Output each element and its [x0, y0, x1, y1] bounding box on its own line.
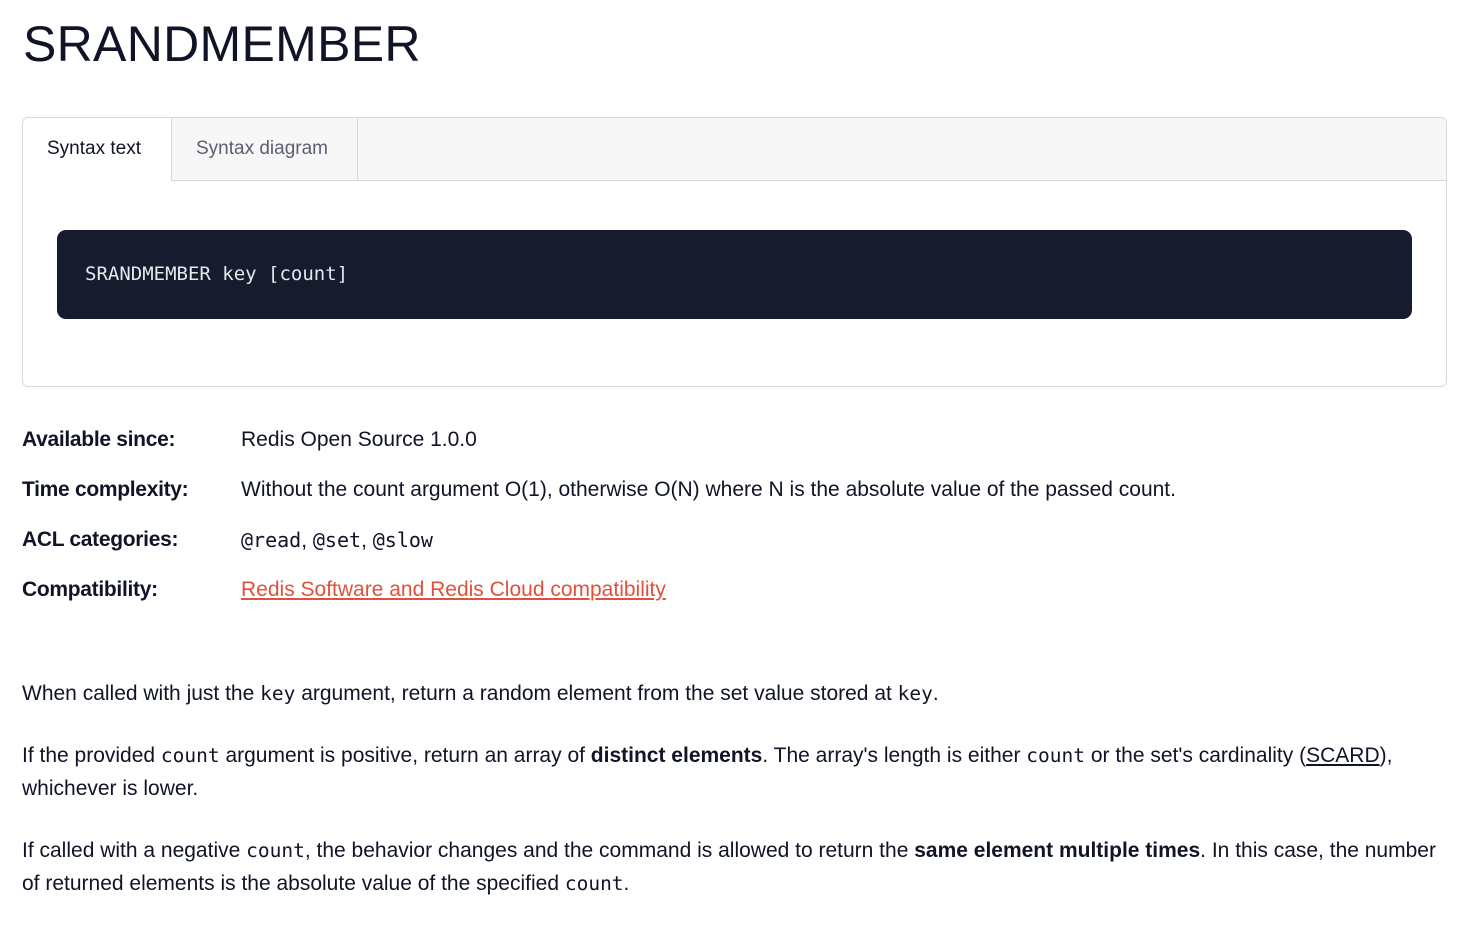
meta-row-acl-categories [22, 522, 1447, 562]
meta-row-available-since [22, 422, 1447, 462]
description-paragraph-3 [22, 834, 1447, 900]
inline-code: count [564, 872, 624, 895]
meta-row-time-complexity [22, 472, 1447, 512]
text: argument is positive, return an array of [219, 744, 591, 767]
text: or the set's cardinality ( [1084, 744, 1307, 767]
meta-label: ACL categories: [22, 528, 179, 551]
meta-label: Time complexity: [22, 478, 189, 501]
meta-label: Available since: [22, 428, 176, 451]
description-paragraph-1 [22, 677, 1447, 710]
syntax-tabs [22, 117, 1447, 387]
compatibility-link[interactable]: Redis Software and Redis Cloud compatibility [241, 578, 666, 601]
bold-text: same element multiple times [914, 839, 1201, 862]
acl-category: @slow [372, 528, 433, 552]
tab-syntax-text[interactable]: Syntax text [23, 118, 172, 181]
bold-text: distinct elements [590, 744, 763, 767]
meta-value [241, 522, 433, 559]
acl-category: @set [312, 528, 362, 552]
inline-code: key [897, 682, 933, 705]
meta-value [241, 572, 666, 608]
acl-separator: , [301, 529, 313, 552]
tab-bar [23, 118, 1446, 181]
text: When called with just the [22, 682, 261, 705]
text: . [932, 682, 939, 705]
text: . The array's length is either [762, 744, 1027, 767]
inline-code: key [260, 682, 296, 705]
acl-separator: , [361, 529, 373, 552]
text: , the behavior changes and the command is allowed to return the [304, 839, 915, 862]
syntax-code-block [57, 230, 1412, 319]
inline-code: count [246, 839, 305, 862]
tab-syntax-diagram[interactable]: Syntax diagram [172, 118, 358, 180]
description-paragraph-2 [22, 739, 1447, 805]
page-title: SRANDMEMBER [23, 16, 421, 72]
text: . [623, 872, 630, 895]
syntax-code: SRANDMEMBER key [count] [85, 263, 349, 285]
text: . In this case, the number of returned elements is the absolute value of the specified [22, 839, 1436, 895]
inline-code: count [1026, 744, 1085, 767]
text: If the provided [22, 744, 161, 767]
meta-row-compatibility [22, 572, 1447, 612]
text: ), whichever is lower. [22, 744, 1393, 800]
inline-code: count [160, 744, 220, 767]
text: If called with a negative [22, 839, 247, 862]
meta-value: Without the count argument O(1), otherwise O(N) where N is the absolute value of the passed count. [241, 478, 1176, 501]
scard-link[interactable]: SCARD [1306, 744, 1380, 767]
meta-label: Compatibility: [22, 578, 158, 601]
acl-category: @read [241, 528, 302, 552]
text: argument, return a random element from the set value stored at [295, 682, 898, 705]
meta-value: Redis Open Source 1.0.0 [241, 428, 477, 451]
